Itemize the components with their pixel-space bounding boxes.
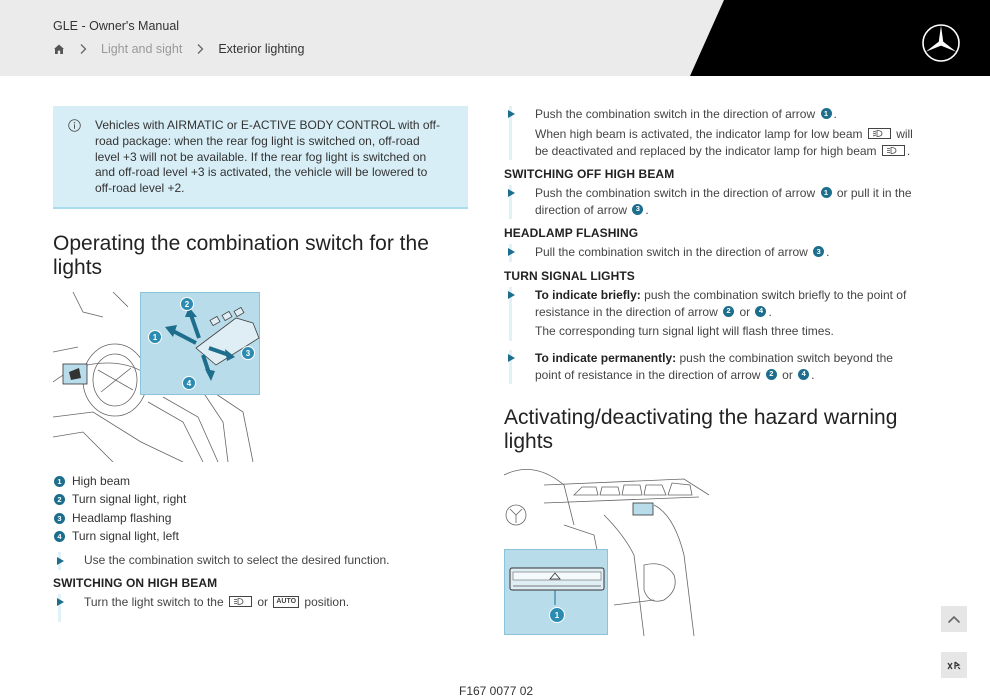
step-text: or — [782, 367, 793, 382]
section-title-hazard-warning: Activating/deactivating the hazard warning lights — [504, 406, 898, 453]
step-arrow-icon — [57, 557, 64, 565]
step-note-indicator-lamp — [535, 126, 920, 159]
step-note-flash-three-times: The corresponding turn signal light will flash three times. — [535, 324, 834, 338]
hazard-switch-illustration — [504, 465, 712, 636]
breadcrumb-exterior-lighting: Exterior lighting — [218, 42, 305, 56]
step-text: or pull it in the direction of arrow — [535, 186, 912, 217]
scroll-to-top-button[interactable] — [941, 606, 967, 632]
low-beam-lamp-icon — [868, 128, 891, 139]
heading-switching-off-high-beam: SWITCHING OFF HIGH BEAM — [504, 167, 675, 181]
step-text: push the combination switch beyond the point of resistance in the direction of arrow — [535, 351, 893, 382]
illustration-label-2: 2 — [180, 297, 194, 311]
step-text: Push the combination switch in the direction of arrow — [535, 186, 816, 200]
arrow-number: 1 — [821, 187, 832, 198]
home-icon[interactable] — [53, 43, 65, 55]
legend-number: 3 — [54, 513, 65, 524]
hazard-detail-panel — [504, 549, 608, 635]
page-header — [0, 0, 990, 76]
hazard-button-drawing — [505, 550, 609, 636]
step-text: or — [257, 595, 268, 609]
combination-switch-illustration — [53, 292, 261, 462]
glossary-icon — [946, 659, 962, 671]
legend-item — [53, 474, 130, 488]
mercedes-star-logo[interactable] — [921, 23, 961, 63]
breadcrumb — [53, 42, 304, 56]
switch-detail-panel — [140, 292, 260, 395]
step-arrow-icon — [57, 598, 64, 606]
step-text: . — [768, 304, 772, 319]
info-box — [53, 106, 468, 209]
step-text: . — [833, 107, 837, 121]
legend-number: 2 — [54, 494, 65, 505]
legend-item — [53, 511, 171, 525]
step-text: . — [906, 143, 911, 158]
step-arrow-icon — [508, 248, 515, 256]
step-indicate-permanently — [535, 350, 920, 383]
section-title-combination-switch: Operating the combination switch for the lights — [53, 232, 429, 279]
arrow-number: 1 — [821, 108, 832, 119]
legend-label: High beam — [72, 474, 131, 488]
step-indicate-briefly — [535, 287, 920, 320]
auto-symbol: AUTO — [273, 596, 299, 608]
heading-turn-signal-lights: TURN SIGNAL LIGHTS — [504, 269, 635, 283]
step-headlamp-flashing — [535, 244, 920, 261]
step-text: Pull the combination switch in the direction of arrow — [535, 245, 808, 259]
arrow-number: 2 — [723, 306, 734, 317]
step-text: or — [739, 304, 751, 319]
hazard-label-1: 1 — [549, 607, 565, 623]
illustration-label-4: 4 — [182, 376, 196, 390]
chevron-up-icon — [947, 615, 961, 624]
step-bold-label: To indicate permanently: — [535, 351, 677, 365]
info-text: Vehicles with AIRMATIC or E-ACTIVE BODY CONTROL with off-road package: when the rear fog light is switched on, off-road level +3 will not be available. If the rear fog light is switched on and off-road level +3 is activated, the vehicle will be lowered to off-road level +2. — [95, 118, 440, 196]
step-text: . — [826, 245, 830, 259]
chevron-right-icon — [79, 43, 87, 55]
heading-headlamp-flashing: HEADLAMP FLASHING — [504, 226, 639, 240]
step-text: Turn the light switch to the — [84, 595, 224, 609]
step-arrow-icon — [508, 189, 515, 197]
step-arrow-icon — [508, 291, 515, 299]
step-text: . — [645, 202, 649, 217]
step-text: . — [811, 367, 815, 382]
step-text: will be deactivated and replaced by the indicator lamp for high beam — [535, 127, 913, 158]
step-bold-label: To indicate briefly: — [535, 288, 641, 302]
arrow-number: 4 — [798, 369, 809, 380]
step-push-arrow-1 — [535, 106, 915, 123]
illustration-label-1: 1 — [148, 330, 162, 344]
step-text: position. — [304, 595, 350, 609]
step-select-function: Use the combination switch to select the desired function. — [84, 553, 390, 567]
arrow-number: 3 — [632, 204, 643, 215]
legend-label: Turn signal light, left — [72, 529, 179, 543]
illustration-label-3: 3 — [241, 346, 255, 360]
step-turn-light-switch — [84, 594, 464, 611]
high-beam-lamp-icon — [229, 596, 252, 607]
step-text: push the combination switch briefly to the point of resistance in the direction of arrow — [535, 288, 907, 319]
legend-number: 4 — [54, 531, 65, 542]
figure-code: F167 0077 02 — [459, 684, 534, 698]
legend-item — [53, 529, 179, 543]
step-text: When high beam is activated, the indicator lamp for low beam — [535, 127, 863, 141]
info-icon — [68, 119, 81, 132]
heading-switching-on-high-beam: SWITCHING ON HIGH BEAM — [53, 576, 218, 590]
arrow-number: 3 — [813, 246, 824, 257]
step-text: Push the combination switch in the direction of arrow — [535, 107, 816, 121]
arrow-number: 4 — [755, 306, 766, 317]
high-beam-lamp-icon — [882, 145, 905, 156]
step-switch-off — [535, 185, 920, 218]
legend-label: Headlamp flashing — [72, 511, 172, 525]
step-arrow-icon — [508, 354, 515, 362]
switch-detail-drawing — [141, 293, 261, 396]
manual-title: GLE - Owner's Manual — [53, 19, 180, 33]
glossary-button[interactable] — [941, 652, 967, 678]
chevron-right-icon — [196, 43, 204, 55]
breadcrumb-light-and-sight[interactable]: Light and sight — [101, 42, 183, 56]
step-arrow-icon — [508, 110, 515, 118]
legend-item — [53, 492, 186, 506]
legend-number: 1 — [54, 476, 65, 487]
arrow-number: 2 — [766, 369, 777, 380]
legend-label: Turn signal light, right — [72, 492, 187, 506]
